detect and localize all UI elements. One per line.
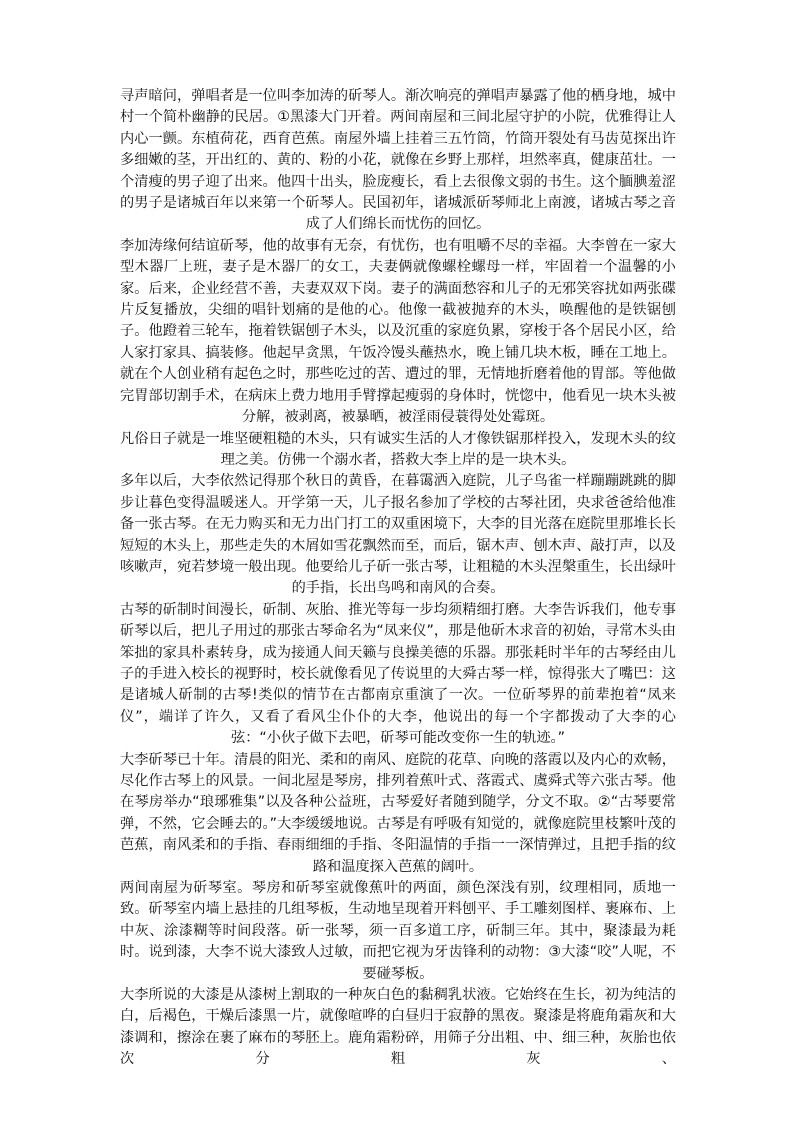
paragraph-8: 大李所说的大漆是从漆树上割取的一种灰白色的黏稠乳状液。它始终在生长，初为纯洁的白，后褐色，干燥后漆黑一片，就像喧哗的白昼归于寂静的黑夜。聚漆是将鹿角霜灰和大漆调和，擦涂在裹了麻布的琴胚上。鹿角霜粉碎，用筛子分出粗、中、细三种，灰胎也依次分粗灰、 [120, 987, 676, 1068]
paragraph-4: 多年以后，大李依然记得那个秋日的黄昏，在暮霭洒入庭院，儿子鸟雀一样蹦蹦跳跳的脚步让暮色变得温暖迷人。开学第一天，儿子报名参加了学校的古琴社团，央求爸爸给他准备一张古琴。在无力购买和无力出门打工的双重困境下，大李的目光落在庭院里那堆长长短短的木头上，那些走失的木屑如雪花飘然而至，而后，锯木声、刨木声、敲打声，以及咳嗽声，宛若梦境一般出现。他要给儿子斫一张古琴，让粗糙的木头涅槃重生，长出绿叶的手指，长出鸟鸣和南风的合奏。 [120, 473, 676, 597]
paragraph-7: 两间南屋为斫琴室。琴房和斫琴室就像蕉叶的两面，颜色深浅有别，纹理相同，质地一致。斫琴室内墙上悬挂的几组琴板，生动地呈现着开料刨平、手工雕刻图样、裹麻布、上中灰、涂漆糊等时间段落。斫一张琴，须一百多道工序，斫制三年。其中，聚漆最为耗时。说到漆，大李不说大漆致人过敏，而把它视为牙齿锋利的动物：③大漆“咬”人呢，不要碰琴板。 [120, 880, 676, 982]
paragraph-5: 古琴的斫制时间漫长，斫制、灰胎、推光等每一步均须精细打磨。大李告诉我们，他专事斫琴以后，把儿子用过的那张古琴命名为“凤来仪”，那是他斫木求音的初始，寻常木头由笨拙的家具朴素转身，成为接通人间天籁与良操美德的乐器。那张耗时半年的古琴经由儿子的手进入校长的视野时，校长就像看见了传说里的大舜古琴一样，惊得张大了嘴巴：这是诸城人斫制的古琴!类似的情节在古都南京重演了一次。一位斫琴界的前辈抱着“凤来仪”，端详了许久，又看了看风尘仆仆的大李，他说出的每一个字都拨动了大李的心弦：“小伙子做下去吧，斫琴可能改变你一生的轨迹。” [120, 601, 676, 747]
paragraph-3: 凡俗日子就是一堆坚硬粗糙的木头，只有诚实生活的人才像铁锯那样投入，发现木头的纹理之美。仿佛一个溺水者，搭救大李上岸的是一块木头。 [120, 430, 676, 468]
document-body [120, 86, 676, 1071]
paragraph-6: 大李斫琴已十年。清晨的阳光、柔和的南风、庭院的花草、向晚的落霞以及内心的欢畅，尽化作古琴上的风景。一间北屋是琴房，排列着蕉叶式、落霞式、虞舜式等六张古琴。他在琴房举办“琅琊雅集”以及各种公益班，古琴爱好者随到随学，分文不取。②“古琴要常弹，不然，它会睡去的。”大李缓缓地说。古琴是有呼吸有知觉的，就像庭院里枝繁叶茂的芭蕉，南风柔和的手指、春雨细细的手指、冬阳温情的手指一一深情弹过，且把手指的纹路和温度探入芭蕉的阔叶。 [120, 751, 676, 875]
paragraph-2: 李加涛缘何结谊斫琴，他的故事有无奈，有忧伤，也有咀嚼不尽的幸福。大李曾在一家大型木器厂上班，妻子是木器厂的女工，夫妻俩就像螺栓螺母一样，牢固着一个温馨的小家。后来，企业经营不善，夫妻双双下岗。妻子的满面愁容和儿子的无邪笑容扰如两张碟片反复播放，尖细的唱针划痛的是他的心。他像一截被抛弃的木头，唤醒他的是铁锯刨子。他蹬着三轮车，拖着铁锯刨子木头，以及沉重的家庭负累，穿梭于各个居民小区，给人家打家具、搞装修。他起早贪黑，午饭冷馒头蘸热水，晚上铺几块木板，睡在工地上。就在个人创业稍有起色之时，那些吃过的苦、遭过的罪，无情地折磨着他的胃部。等他做完胃部切割手术，在病床上费力地用手臂撑起瘦弱的身体时，恍惚中，他看见一块木头被分解，被剥离，被暴晒，被淫雨侵蓑得处处霉斑。 [120, 237, 676, 426]
paragraph-1: 寻声暗问，弹唱者是一位叫李加涛的斫琴人。渐次响亮的弹唱声暴露了他的栖身地，城中村一个简朴幽静的民居。①黑漆大门开着。两间南屋和三间北屋守护的小院，优雅得让人内心一颤。东植荷花，西育芭蕉。南屋外墙上挂着三五竹筒，竹筒开裂处有马齿苋探出许多细嫩的茎，开出红的、黄的、粉的小花，就像在乡野上那样，坦然率真，健康茁壮。一个清瘦的男子迎了出来。他四十出头，脸庞瘦长，看上去很像文弱的书生。这个腼腆羞涩的男子是诸城百年以来第一个斫琴人。民国初年，诸城派斫琴师北上南渡，诸城古琴之音成了人们绵长而忧伤的回忆。 [120, 88, 676, 233]
